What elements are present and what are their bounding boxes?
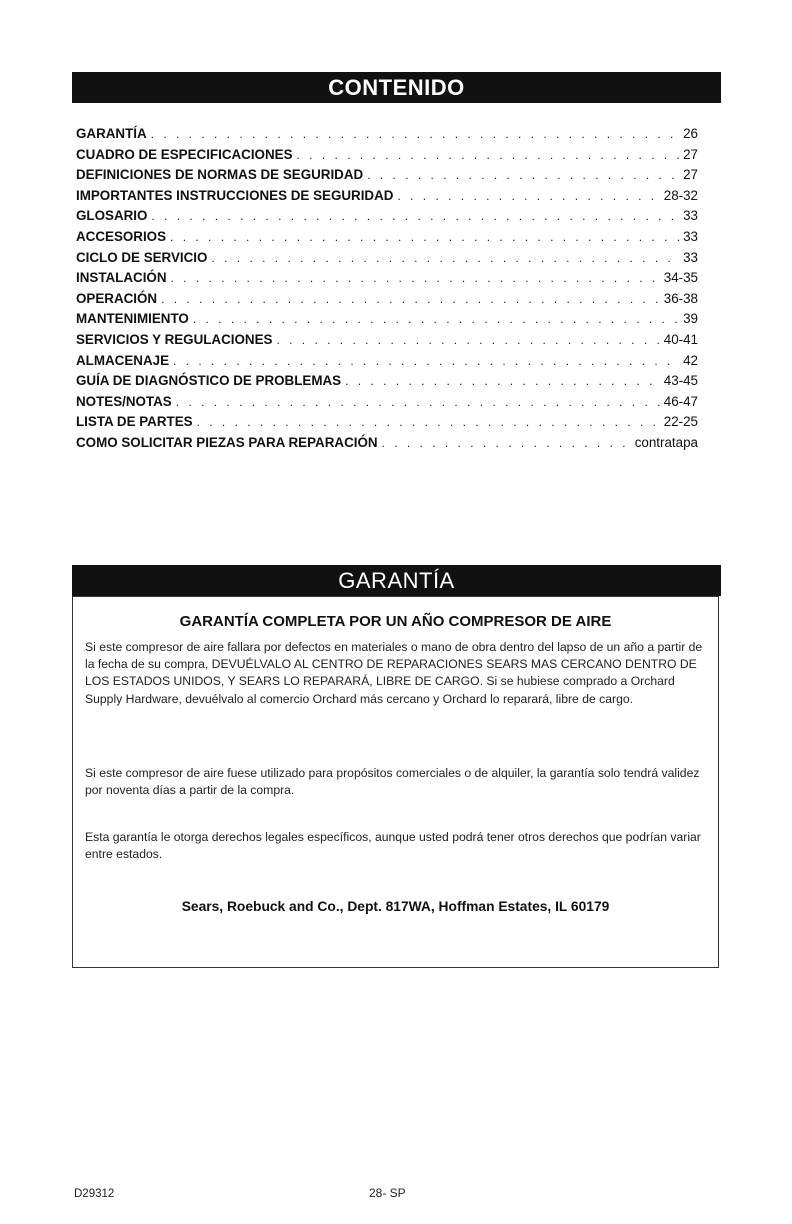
- toc-row[interactable]: [76, 250, 698, 271]
- toc-title: CUADRO DE ESPECIFICACIONES: [76, 146, 293, 162]
- toc-row[interactable]: [76, 270, 698, 291]
- toc-leader: [170, 230, 681, 244]
- warranty-paragraph: Esta garantía le otorga derechos legales específicos, aunque usted podrá tener otros derechos que podrían variar entre estados.: [85, 830, 701, 862]
- contents-heading: CONTENIDO: [328, 75, 465, 100]
- warranty-paragraph: Si este compresor de aire fallara por defectos en materiales o mano de obra dentro del lapso de un año a partir de la fecha de su compra, DEVUÉLVALO AL CENTRO DE REPARACIONES SEARS MAS CERCANO DENTRO DE LOS ESTADOS UNIDOS, Y SEARS LO REPARARÁ, LIBRE DE CARGO. Si se hubiese comprado a Orchard Supply Hardware, devuélvalo al comercio Orchard más cercano y Orchard lo reparará, libre de cargo.: [85, 640, 703, 706]
- toc-row[interactable]: [76, 167, 698, 188]
- table-of-contents: [76, 126, 698, 456]
- toc-leader: [193, 312, 681, 326]
- warranty-box: [72, 596, 719, 968]
- toc-page: 46-47: [663, 393, 698, 409]
- toc-page: 26: [683, 126, 698, 141]
- toc-page: 39: [683, 311, 698, 327]
- toc-row[interactable]: [76, 373, 698, 394]
- toc-row[interactable]: [76, 208, 698, 229]
- toc-title: OPERACIÓN: [76, 290, 158, 306]
- toc-leader: [367, 168, 681, 182]
- toc-page: 40-41: [663, 331, 698, 347]
- toc-leader: [382, 436, 633, 450]
- toc-title: GLOSARIO: [76, 208, 148, 224]
- toc-page: 33: [683, 208, 698, 224]
- toc-title: LISTA DE PARTES: [76, 414, 193, 430]
- toc-page: 34-35: [663, 270, 698, 286]
- toc-page: contratapa: [634, 434, 698, 450]
- toc-page: 27: [683, 146, 698, 162]
- document-code: D29312: [74, 1188, 115, 1200]
- toc-row[interactable]: [76, 332, 698, 353]
- toc-title: COMO SOLICITAR PIEZAS PARA REPARACIÓN: [76, 434, 378, 450]
- warranty-heading: GARANTÍA COMPLETA POR UN AÑO COMPRESOR DE AIRE: [179, 613, 612, 630]
- toc-leader: [173, 354, 681, 368]
- page-number: 28- SP: [369, 1186, 406, 1200]
- toc-leader: [161, 292, 662, 306]
- toc-title: ALMACENAJE: [76, 352, 169, 368]
- toc-leader: [276, 333, 661, 347]
- toc-leader: [197, 415, 662, 429]
- toc-row[interactable]: [76, 394, 698, 415]
- toc-title: GARANTÍA: [76, 126, 147, 141]
- toc-row[interactable]: [76, 353, 698, 374]
- toc-page: 33: [683, 249, 698, 265]
- toc-row[interactable]: [76, 435, 698, 456]
- toc-row[interactable]: [76, 188, 698, 209]
- toc-row[interactable]: [76, 229, 698, 250]
- warranty-paragraph: Si este compresor de aire fuese utilizado para propósitos comerciales o de alquiler, la garantía solo tendrá validez por noventa días a partir de la compra.: [85, 766, 700, 798]
- contents-banner: [72, 72, 721, 103]
- toc-title: NOTES/NOTAS: [76, 393, 172, 409]
- toc-leader: [151, 127, 681, 141]
- toc-title: GUÍA DE DIAGNÓSTICO DE PROBLEMAS: [76, 373, 342, 389]
- sears-address: Sears, Roebuck and Co., Dept. 817WA, Hoffman Estates, IL 60179: [181, 899, 610, 914]
- toc-page: 27: [683, 167, 698, 183]
- toc-leader: [171, 271, 662, 285]
- toc-row[interactable]: [76, 311, 698, 332]
- toc-page: 36-38: [663, 290, 698, 306]
- toc-leader: [211, 251, 681, 265]
- toc-page: 33: [683, 228, 698, 244]
- warranty-banner-title: GARANTÍA: [338, 568, 455, 593]
- toc-title: ACCESORIOS: [76, 228, 167, 244]
- toc-title: DEFINICIONES DE NORMAS DE SEGURIDAD: [76, 167, 364, 183]
- toc-title: CICLO DE SERVICIO: [76, 249, 208, 265]
- toc-title: IMPORTANTES INSTRUCCIONES DE SEGURIDAD: [76, 187, 394, 203]
- toc-leader: [151, 209, 681, 223]
- toc-row[interactable]: [76, 126, 698, 147]
- toc-title: INSTALACIÓN: [76, 270, 167, 286]
- toc-leader: [176, 395, 662, 409]
- toc-row[interactable]: [76, 147, 698, 168]
- toc-page: 43-45: [663, 373, 698, 389]
- toc-page: 22-25: [663, 414, 698, 430]
- toc-page: 28-32: [663, 187, 698, 203]
- toc-row[interactable]: [76, 291, 698, 312]
- toc-leader: [397, 189, 661, 203]
- toc-page: 42: [683, 352, 698, 368]
- toc-title: MANTENIMIENTO: [76, 311, 189, 327]
- toc-title: SERVICIOS Y REGULACIONES: [76, 331, 273, 347]
- toc-row[interactable]: [76, 414, 698, 435]
- toc-leader: [297, 148, 682, 162]
- warranty-banner: [72, 565, 721, 596]
- toc-leader: [345, 374, 662, 388]
